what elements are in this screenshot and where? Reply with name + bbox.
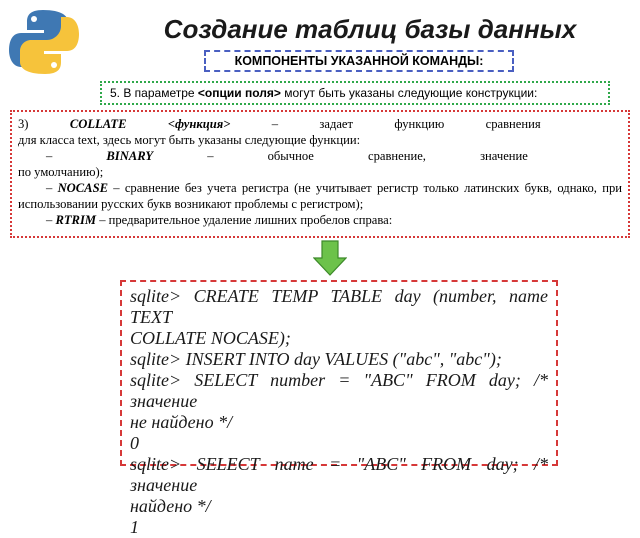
param-line: [100, 81, 610, 105]
collate-word-1: задает: [319, 117, 354, 131]
code-line-6: 0: [130, 433, 139, 453]
code-line-8: найдено */: [130, 496, 211, 516]
rtrim-keyword: RTRIM: [55, 213, 97, 227]
binary-line-2: по умолчанию);: [18, 165, 104, 179]
collate-word-2: функцию: [394, 117, 445, 131]
collate-arg: <функция>: [167, 117, 231, 131]
code-line-1: sqlite> CREATE TEMP TABLE day (number, name TEXT: [130, 286, 548, 327]
nocase-text: – сравнение без учета регистра (не учитывает регистр только латинских букв, однако, при использовании русских букв возникают проблемы с регистром);: [18, 181, 622, 211]
collate-line: [18, 116, 622, 132]
code-example: [120, 280, 558, 537]
code-line-9: 1: [130, 517, 139, 537]
down-arrow-icon: [313, 240, 347, 276]
collate-number: 3): [18, 117, 29, 131]
nocase-paragraph: [18, 180, 622, 212]
page-title: Создание таблиц базы данных: [163, 14, 577, 44]
nocase-keyword: NOCASE: [57, 181, 108, 195]
code-line-2: COLLATE NOCASE);: [130, 328, 291, 348]
code-line-3: sqlite> INSERT INTO day VALUES ("abc", "abc");: [130, 349, 502, 369]
binary-word-3: значение: [480, 149, 528, 163]
code-line-5: не найдено */: [130, 412, 233, 432]
binary-dash: –: [46, 149, 53, 163]
code-line-7: sqlite> SELECT name = "ABC" FROM day; /* значение: [130, 454, 548, 495]
python-logo-icon: [8, 6, 80, 78]
code-line-4: sqlite> SELECT number = "ABC" FROM day; /* значение: [130, 370, 548, 411]
param-keyword: <опции поля>: [197, 86, 281, 100]
rtrim-text: – предварительное удаление лишних пробелов справа:: [96, 213, 393, 227]
description-box: [10, 110, 630, 238]
nocase-prefix: –: [46, 181, 58, 195]
binary-line: [18, 148, 622, 164]
rtrim-paragraph: [18, 212, 622, 228]
collate-word-3: сравнения: [485, 117, 541, 131]
collate-line-2: для класса text, здесь могут быть указаны следующие функции:: [18, 133, 361, 147]
binary-word-1: обычное: [267, 149, 314, 163]
binary-dash-2: –: [207, 149, 214, 163]
rtrim-prefix: –: [46, 213, 56, 227]
binary-word-2: сравнение,: [367, 149, 426, 163]
collate-dash: –: [271, 117, 279, 131]
param-suffix: могут быть указаны следующие конструкции:: [280, 86, 538, 100]
binary-keyword: BINARY: [106, 149, 154, 163]
collate-keyword: COLLATE: [69, 117, 127, 131]
section-subtitle: КОМПОНЕНТЫ УКАЗАННОЙ КОМАНДЫ:: [204, 50, 514, 72]
param-prefix: 5. В параметре: [110, 86, 198, 100]
